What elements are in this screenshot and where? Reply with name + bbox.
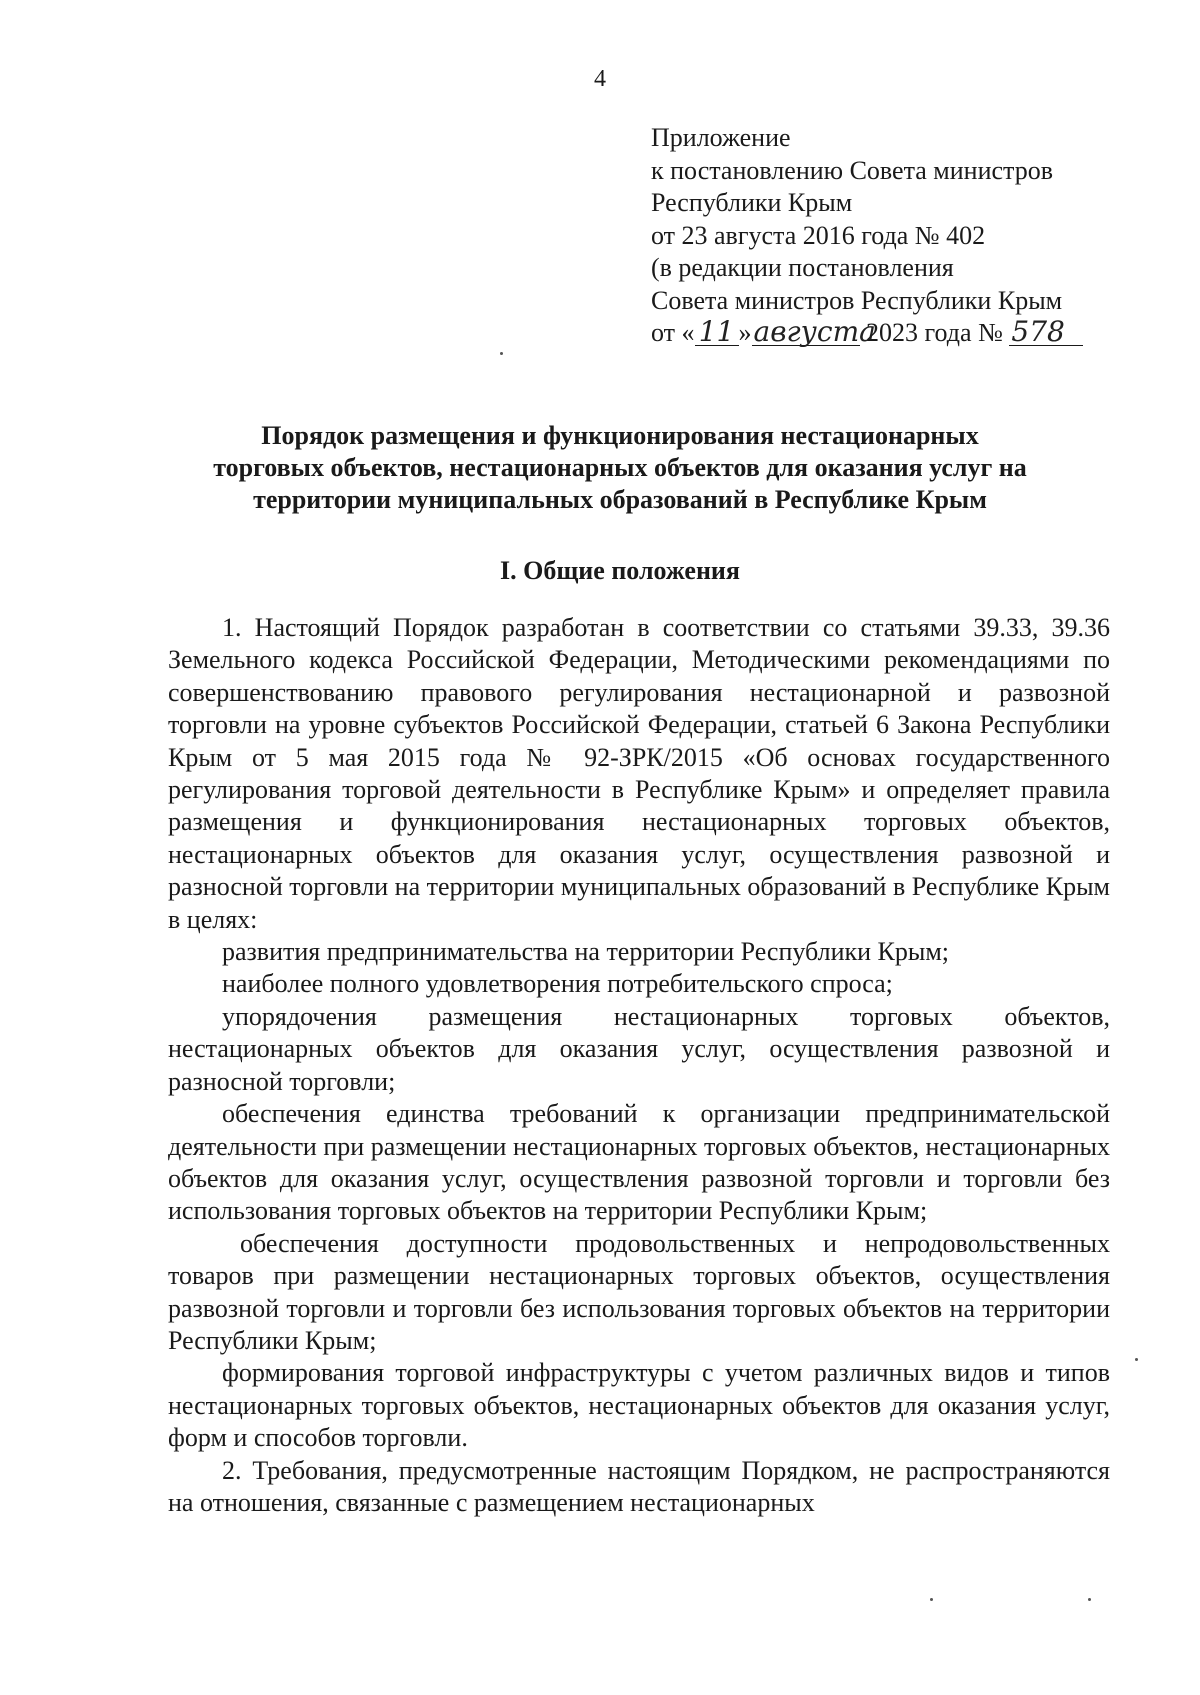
appendix-line: к постановлению Совета министров bbox=[651, 155, 1053, 185]
title-line: территории муниципальных образований в Республике Крым bbox=[253, 485, 987, 514]
handwritten-month: августа bbox=[753, 315, 876, 348]
handwritten-day: 11 bbox=[695, 319, 739, 346]
paragraph: развития предпринимательства на территории Республики Крым; bbox=[222, 937, 950, 967]
paragraph: формирования торговой инфраструктуры с учетом различных видов и типов нестационарных торговых объектов, нестационарных объектов для оказания услуг, форм и способов торговли. bbox=[168, 1358, 1110, 1453]
page-number: 4 bbox=[594, 66, 606, 92]
scan-speck bbox=[930, 1598, 933, 1601]
title-line: торговых объектов, нестационарных объектов для оказания услуг на bbox=[213, 453, 1027, 482]
body-text bbox=[168, 612, 1110, 1519]
handwritten-decree-number: 578 bbox=[1009, 319, 1083, 346]
appendix-line: Совета министров Республики Крым bbox=[651, 285, 1063, 315]
date-mid: » bbox=[738, 318, 752, 347]
appendix-line: от 23 августа 2016 года № 402 bbox=[651, 220, 986, 250]
date-prefix: от « bbox=[651, 318, 695, 347]
appendix-line: Приложение bbox=[651, 123, 791, 152]
appendix-line: Республики Крым bbox=[651, 188, 853, 217]
scan-speck bbox=[1088, 1598, 1091, 1601]
date-year-text: 2023 года № bbox=[866, 318, 1003, 347]
paragraph: 1. Настоящий Порядок разработан в соответствии со статьями 39.33, 39.36 Земельного кодекса Российской Федерации, Методическими рекомендациями по совершенствованию правового регулирования нестационарной и развозной торговли на уровне субъектов Российской Федерации, статьей 6 Закона Республики Крым от 5 мая 2015 года № 92-ЗРК/2015 «Об основах государственного регулирования торговой деятельности в Республике Крым» и определяет правила размещения и функционирования нестационарных торговых объектов, нестационарных объектов для оказания услуг, осуществления развозной и разносной торговли на территории муниципальных образований в Республике Крым в целях: bbox=[168, 613, 1110, 934]
paragraph: обеспечения единства требований к организации предпринимательской деятельности при размещении нестационарных торговых объектов, нестационарных объектов для оказания услуг, осуществления развозной торговли и торговли без использования торговых объектов на территории Республики Крым; bbox=[168, 1099, 1110, 1226]
section-heading: I. Общие положения bbox=[500, 556, 740, 585]
scan-speck bbox=[500, 352, 503, 355]
paragraph: наиболее полного удовлетворения потребительского спроса; bbox=[222, 969, 893, 999]
scan-speck bbox=[1135, 1358, 1138, 1361]
document-title bbox=[160, 420, 1080, 516]
appendix-block bbox=[651, 122, 1083, 350]
appendix-date-line bbox=[651, 317, 1083, 350]
paragraph: упорядочения размещения нестационарных торговых объектов, нестационарных объектов для оказания услуг, осуществления развозной и разносной торговли; bbox=[168, 1001, 1110, 1096]
paragraph: обеспечения доступности продовольственных и непродовольственных товаров при размещении нестационарных торговых объектов, осуществления развозной торговли и торговли без использования торговых объектов на территории Республики Крым; bbox=[168, 1228, 1110, 1355]
appendix-line: (в редакции постановления bbox=[651, 253, 954, 282]
paragraph: 2. Требования, предусмотренные настоящим Порядком, не распространяются на отношения, связанные с размещением нестационарных bbox=[168, 1455, 1110, 1517]
title-line: Порядок размещения и функционирования нестационарных bbox=[261, 421, 979, 450]
